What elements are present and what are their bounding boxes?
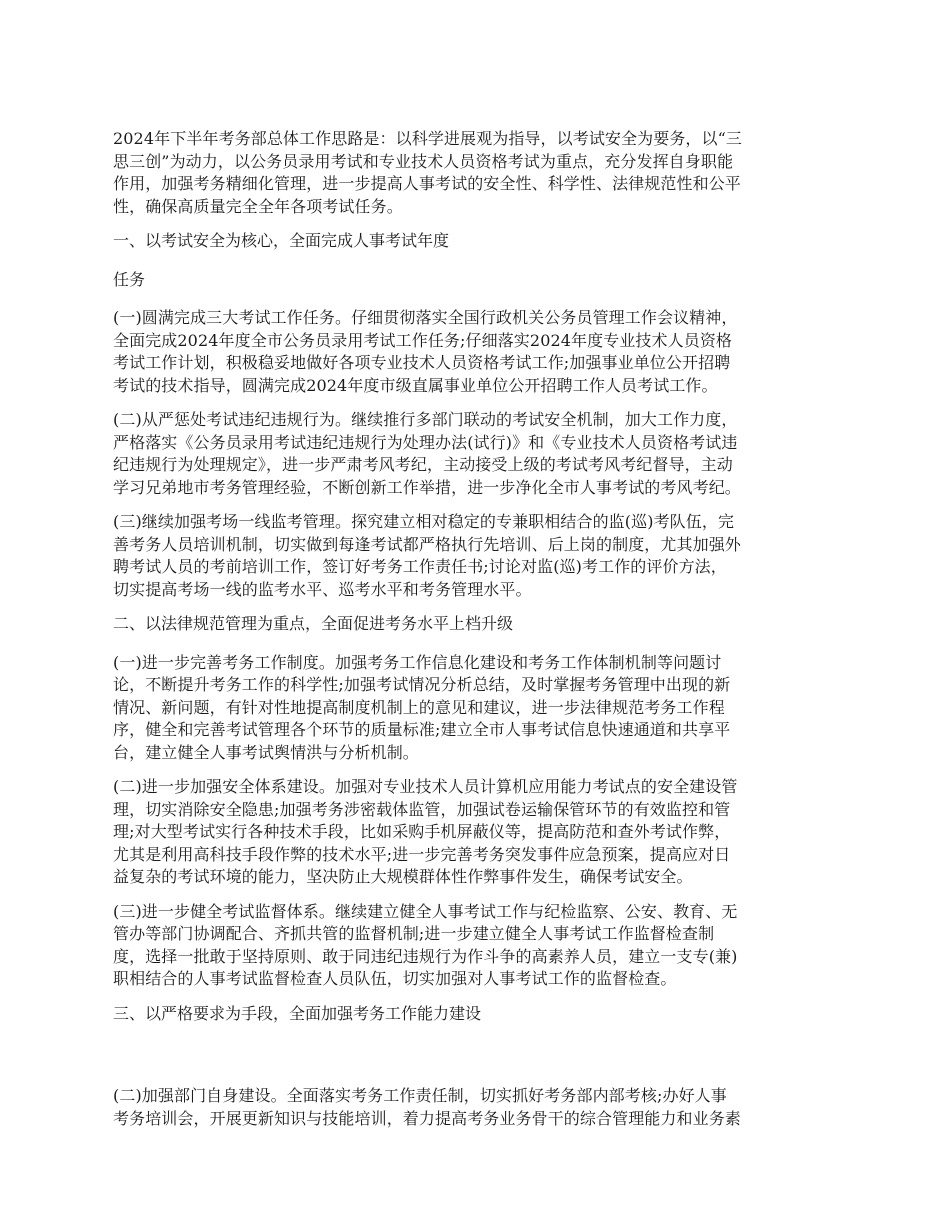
- paragraph-line: 学习兄弟地市考务管理经验，不断创新工作举措，进一步净化全市人事考试的考风考纪。: [113, 477, 741, 497]
- paragraph-line: (二)加强部门自身建设。全面落实考务工作责任制，切实抓好考务部内部考核;办好人事: [113, 1086, 727, 1105]
- intro-paragraph: [113, 128, 839, 218]
- section-1-heading-continued: 任务: [113, 269, 146, 289]
- paragraph-line: 思三创”为动力，以公务员录用考试和专业技术人员资格考试为重点，充分发挥自身职能: [113, 151, 734, 171]
- paragraph-line: 严格落实《公务员录用考试违纪违规行为处理办法(试行)》和《专业技术人员资格考试违: [113, 432, 738, 452]
- paragraph-line: 尤其是利用高科技手段作弊的技术水平;进一步完善考务突发事件应急预案，提高应对日: [113, 844, 731, 864]
- paragraph-line: 考试的技术指导，圆满完成2024年度市级直属事业单位公开招聘工作人员考试工作。: [113, 375, 718, 395]
- section-2-paragraph-3: [113, 901, 839, 991]
- paragraph-line: 理;对大型考试实行各种技术手段，比如采购手机屏蔽仪等，提高防范和查外考试作弊，: [113, 822, 731, 841]
- section-1-paragraph-1: [113, 307, 839, 397]
- paragraph-line: 切实提高考场一线的监考水平、巡考水平和考务管理水平。: [113, 579, 532, 599]
- paragraph-line: 考务培训会，开展更新知识与技能培训，着力提高考务业务骨干的综合管理能力和业务素: [113, 1108, 741, 1128]
- section-3-paragraph-2: [113, 1085, 839, 1130]
- section-1-heading: 一、以考试安全为核心，全面完成人事考试年度: [113, 231, 450, 250]
- paragraph-line: 聘考试人员的考前培训工作，签订好考务工作责任书;讨论对监(巡)考工作的评价方法，: [113, 557, 727, 576]
- paragraph-line: 职相结合的人事考试监督检查人员队伍，切实加强对人事考试工作的监督检查。: [113, 969, 677, 988]
- section-1-paragraph-3: [113, 511, 839, 601]
- paragraph-line: 考试工作计划，积极稳妥地做好各项专业技术人员资格考试工作;加强事业单位公开招聘: [113, 353, 731, 372]
- paragraph-line: 全面完成2024年度全市公务员录用考试工作任务;仔细落实2024年度专业技术人员资格: [113, 330, 733, 350]
- paragraph-line: (二)从严惩处考试违纪违规行为。继续推行多部门联动的考试安全机制，加大工作力度，: [113, 410, 738, 429]
- paragraph-line: 作用，加强考务精细化管理，进一步提高人事考试的安全性、科学性、法律规范性和公平: [113, 174, 741, 193]
- paragraph-line: (二)进一步加强安全体系建设。加强对专业技术人员计算机应用能力考试点的安全建设管: [113, 777, 738, 796]
- paragraph-line: (三)继续加强考场一线监考管理。探究建立相对稳定的专兼职相结合的监(巡)考队伍，完: [113, 512, 735, 531]
- paragraph-line: 序，健全和完善考试管理各个环节的质量标准;建立全市人事考试信息快速通道和共享平: [113, 720, 731, 739]
- section-1-paragraph-2: [113, 409, 839, 499]
- paragraph-line: (一)进一步完善考务工作制度。加强考务工作信息化建设和考务工作体制机制等问题讨: [113, 652, 722, 672]
- paragraph-line: 2024年下半年考务部总体工作思路是：以科学进展观为指导，以考试安全为要务，以“三: [113, 129, 742, 148]
- paragraph-line: 论，不断提升考务工作的科学性;加强考试情况分析总结，及时掌握考务管理中出现的新: [113, 675, 731, 694]
- paragraph-line: 纪违规行为处理规定》，进一步严肃考风考纪，主动接受上级的考试考风考纪督导，主动: [113, 455, 733, 474]
- document-body: [113, 128, 839, 1142]
- section-2-heading: 二、以法律规范管理为重点，全面促进考务水平上档升级: [113, 614, 514, 633]
- section-3-heading: 三、以严格要求为手段，全面加强考务工作能力建设: [113, 1003, 482, 1023]
- section-2-paragraph-2: [113, 776, 839, 889]
- paragraph-line: 理，切实消除安全隐患;加强考务涉密载体监管，加强试卷运输保管环节的有效监控和管: [113, 799, 731, 819]
- paragraph-line: 益复杂的考试环境的能力，坚决防止大规模群体性作弊事件发生，确保考试安全。: [113, 867, 693, 886]
- paragraph-line: 台，建立健全人事考试舆情洪与分析机制。: [113, 742, 419, 762]
- paragraph-line: 情况、新问题，有针对性地提高制度机制上的意见和建议，进一步法律规范考务工作程: [113, 697, 725, 717]
- paragraph-line: 性，确保高质量完全全年各项考试任务。: [113, 196, 403, 216]
- section-2-paragraph-1: [113, 652, 839, 765]
- paragraph-line: 善考务人员培训机制，切实做到每逢考试都严格执行先培训、后上岗的制度，尤其加强外: [113, 534, 741, 554]
- paragraph-line: 度，选择一批敢于坚持原则、敢于同违纪违规行为作斗争的高素养人员，建立一支专(兼): [113, 946, 738, 966]
- paragraph-line: (一)圆满完成三大考试工作任务。仔细贯彻落实全国行政机关公务员管理工作会议精神，: [113, 308, 738, 327]
- paragraph-line: 管办等部门协调配合、齐抓共管的监督机制;进一步建立健全人事考试工作监督检查制: [113, 924, 715, 943]
- paragraph-line: (三)进一步健全考试监督体系。继续建立健全人事考试工作与纪检监察、公安、教育、无: [113, 901, 738, 921]
- blank-space: [113, 1041, 839, 1085]
